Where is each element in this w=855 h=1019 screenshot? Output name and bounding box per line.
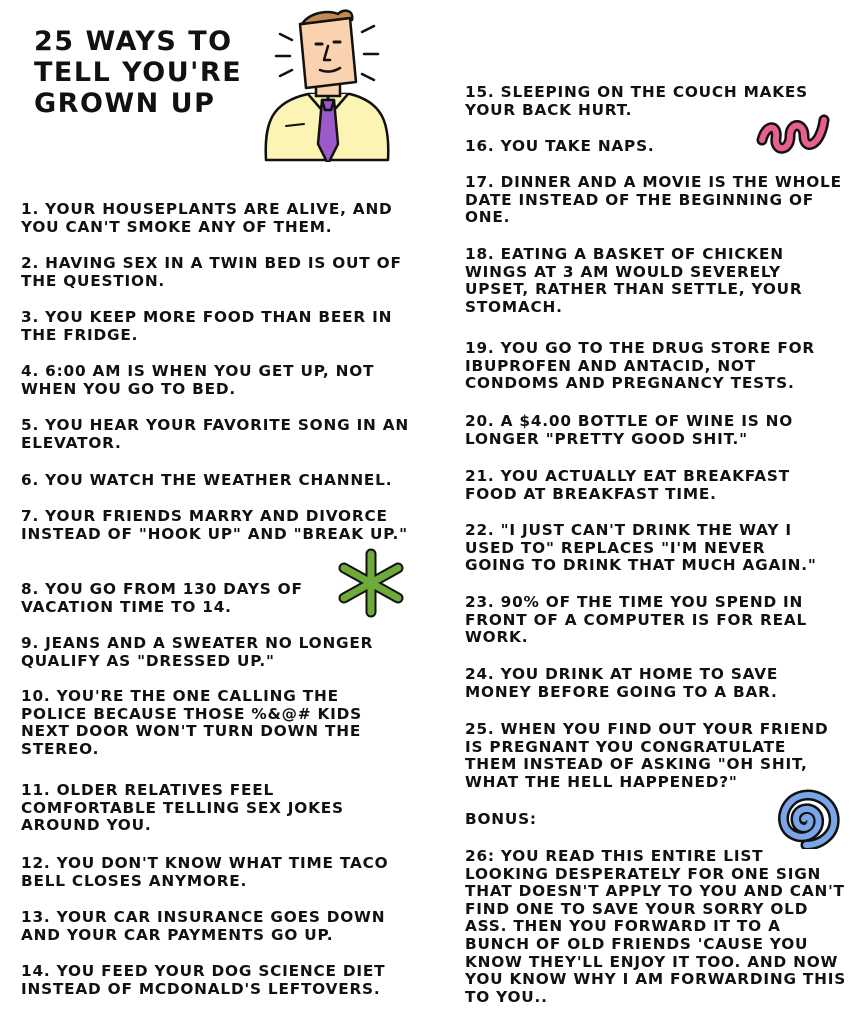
list-item: 20. A $4.00 BOTTLE OF WINE IS NO LONGER "PRETTY GOOD SHIT.": [465, 412, 794, 448]
list-item: 24. YOU DRINK AT HOME TO SAVE MONEY BEFORE GOING TO A BAR.: [465, 665, 779, 701]
page-title: [34, 26, 242, 119]
list-item: 12. YOU DON'T KNOW WHAT TIME TACO BELL CLOSES ANYMORE.: [21, 854, 389, 890]
bonus-item: 26: YOU READ THIS ENTIRE LIST LOOKING DESPERATELY FOR ONE SIGN THAT DOESN'T APPLY TO YOU AND CAN'T FIND ONE TO SAVE YOUR SORRY OLD ASS. THEN YOU FORWARD IT TO A BUNCH OF OLD FRIENDS 'CAUSE YOU KNOW THEY'LL ENJOY IT TOO. AND NOW YOU KNOW WHY I AM FORWARDING THIS TO YOU..: [465, 847, 847, 1006]
list-item: 1. YOUR HOUSEPLANTS ARE ALIVE, AND YOU CAN'T SMOKE ANY OF THEM.: [21, 200, 393, 236]
list-item: 19. YOU GO TO THE DRUG STORE FOR IBUPROFEN AND ANTACID, NOT CONDOMS AND PREGNANCY TESTS.: [465, 339, 815, 393]
list-item: 16. YOU TAKE NAPS.: [465, 137, 655, 155]
bonus-label: BONUS:: [465, 810, 537, 828]
list-item: 23. 90% OF THE TIME YOU SPEND IN FRONT OF A COMPUTER IS FOR REAL WORK.: [465, 593, 808, 647]
cartoon-man-icon: [258, 4, 398, 162]
list-item: 4. 6:00 AM IS WHEN YOU GET UP, NOT WHEN YOU GO TO BED.: [21, 362, 375, 398]
list-item: 2. HAVING SEX IN A TWIN BED IS OUT OF THE QUESTION.: [21, 254, 402, 290]
asterisk-icon: [336, 548, 406, 618]
list-item: 8. YOU GO FROM 130 DAYS OF VACATION TIME TO 14.: [21, 580, 303, 616]
list-item: 17. DINNER AND A MOVIE IS THE WHOLE DATE INSTEAD OF THE BEGINNING OF ONE.: [465, 173, 842, 227]
list-item: 18. EATING A BASKET OF CHICKEN WINGS AT 3 AM WOULD SEVERELY UPSET, RATHER THAN SETTLE, YOUR STOMACH.: [465, 245, 803, 316]
title-line: TELL YOU'RE: [34, 57, 243, 88]
title-line: 25 WAYS TO: [34, 26, 233, 57]
title-line: GROWN UP: [34, 88, 216, 119]
list-item: 21. YOU ACTUALLY EAT BREAKFAST FOOD AT BREAKFAST TIME.: [465, 467, 790, 503]
list-item: 15. SLEEPING ON THE COUCH MAKES YOUR BACK HURT.: [465, 83, 809, 119]
list-item: 7. YOUR FRIENDS MARRY AND DIVORCE INSTEAD OF "HOOK UP" AND "BREAK UP.": [21, 507, 408, 543]
list-item: 11. OLDER RELATIVES FEEL COMFORTABLE TELLING SEX JOKES AROUND YOU.: [21, 781, 344, 835]
list-item: 9. JEANS AND A SWEATER NO LONGER QUALIFY AS "DRESSED UP.": [21, 634, 374, 670]
squiggle-icon: [756, 110, 832, 160]
list-item: 14. YOU FEED YOUR DOG SCIENCE DIET INSTEAD OF MCDONALD'S LEFTOVERS.: [21, 962, 386, 998]
list-item: 6. YOU WATCH THE WEATHER CHANNEL.: [21, 471, 393, 489]
list-item: 10. YOU'RE THE ONE CALLING THE POLICE BECAUSE THOSE %&@# KIDS NEXT DOOR WON'T TURN DOWN THE STEREO.: [21, 687, 362, 758]
spiral-icon: [766, 785, 840, 849]
list-item: 13. YOUR CAR INSURANCE GOES DOWN AND YOUR CAR PAYMENTS GO UP.: [21, 908, 386, 944]
list-item: 5. YOU HEAR YOUR FAVORITE SONG IN AN ELEVATOR.: [21, 416, 410, 452]
list-item: 3. YOU KEEP MORE FOOD THAN BEER IN THE FRIDGE.: [21, 308, 393, 344]
list-item: 22. "I JUST CAN'T DRINK THE WAY I USED TO" REPLACES "I'M NEVER GOING TO DRINK THAT MUCH AGAIN.": [465, 521, 817, 575]
list-item: 25. WHEN YOU FIND OUT YOUR FRIEND IS PREGNANT YOU CONGRATULATE THEM INSTEAD OF ASKING "OH SHIT, WHAT THE HELL HAPPENED?": [465, 720, 829, 791]
